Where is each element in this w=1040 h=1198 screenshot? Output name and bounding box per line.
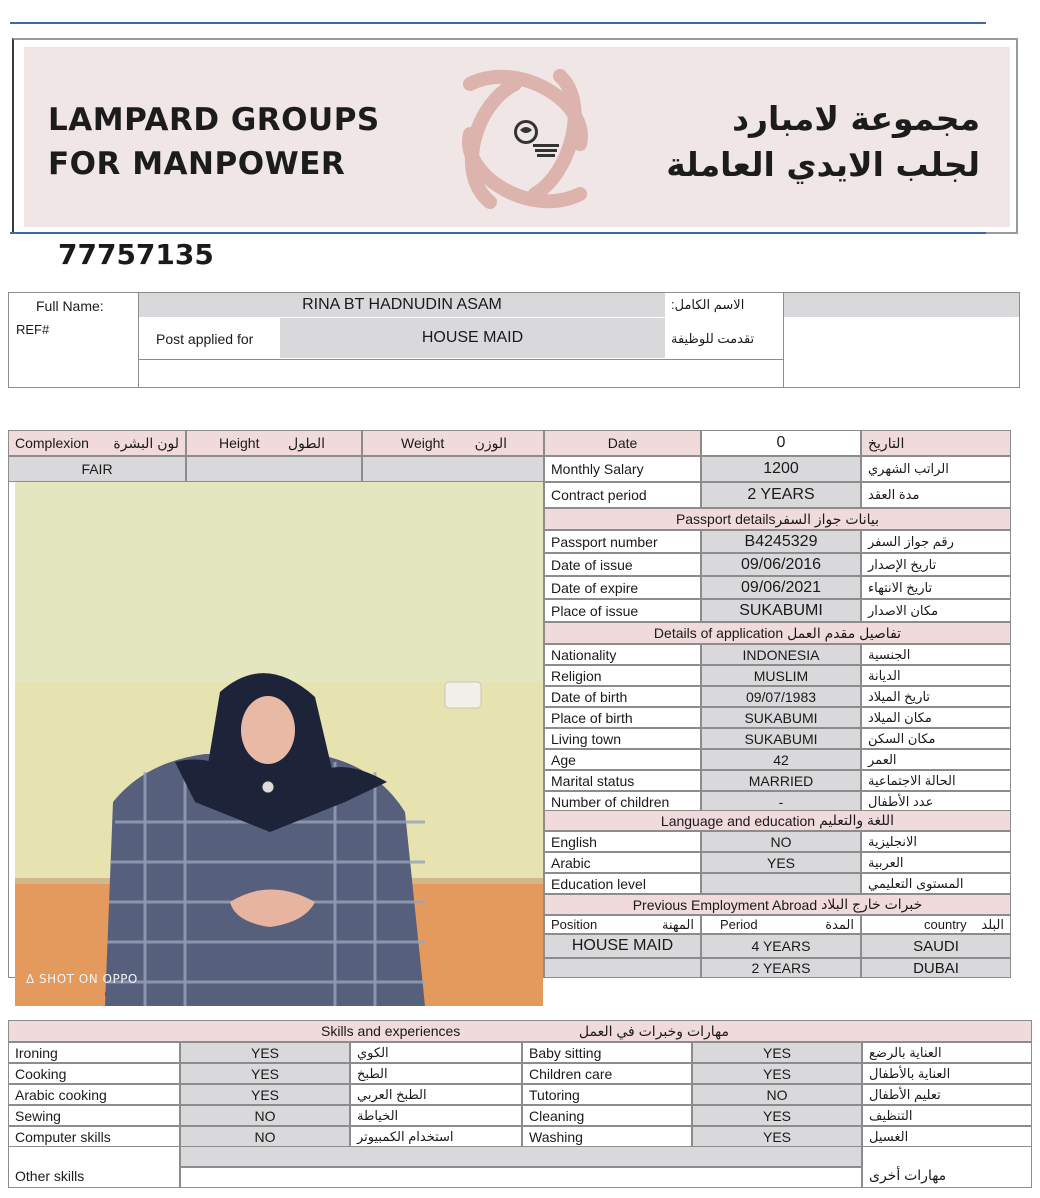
field-label: Arabic xyxy=(544,852,701,873)
height-label-ar: الطول xyxy=(287,434,325,451)
field-label: Age xyxy=(544,749,701,770)
passport-section-title-ar: بيانات جواز السفر xyxy=(775,510,880,527)
post-label-ar: تقدمت للوظيفة xyxy=(671,331,755,346)
field-value: YES xyxy=(701,852,861,873)
employment-position xyxy=(544,958,701,978)
employment-section-title: Previous Employment Abroad xyxy=(632,896,818,913)
field-label-ar: العمر xyxy=(861,749,1011,770)
skill-label-ar: تعليم الأطفال xyxy=(862,1084,1032,1105)
salary-value: 1200 xyxy=(701,456,861,482)
field-value: 09/07/1983 xyxy=(701,686,861,707)
field-label: Religion xyxy=(544,665,701,686)
skill-label-ar: الخياطة xyxy=(350,1105,522,1126)
field-label-ar: مكان السكن xyxy=(861,728,1011,749)
company-name-ar-line2: لجلب الايدي العاملة xyxy=(666,145,980,184)
skills-section-title: Skills and experiences xyxy=(321,1023,461,1039)
employment-country-label: country xyxy=(924,917,967,932)
field-label: English xyxy=(544,831,701,852)
skills-section-title-ar: مهارات وخبرات في العمل xyxy=(578,1022,729,1039)
field-value: B4245329 xyxy=(701,530,861,553)
other-skills-label-ar: مهارات أخرى xyxy=(862,1146,1032,1188)
company-name-en-line1: LAMPARD GROUPS xyxy=(48,102,380,138)
employment-period-label: Period xyxy=(720,917,758,932)
field-value xyxy=(701,873,861,894)
company-name-en xyxy=(48,98,380,186)
language-section-title-ar: اللغة والتعليم xyxy=(819,812,895,828)
complexion-header xyxy=(8,430,186,456)
field-label-ar: الانجليزية xyxy=(861,831,1011,852)
employment-position-label: Position xyxy=(551,917,598,932)
photo-watermark xyxy=(26,972,138,986)
field-label-ar: عدد الأطفال xyxy=(861,791,1011,812)
skill-label-ar: العناية بالرضع xyxy=(862,1042,1032,1063)
language-section-header xyxy=(544,810,1011,831)
field-value: INDONESIA xyxy=(701,644,861,665)
company-logo-icon xyxy=(440,64,610,214)
field-label-ar: الحالة الاجتماعية xyxy=(861,770,1011,791)
employment-country: SAUDI xyxy=(861,934,1011,958)
employment-country-header xyxy=(861,915,1011,934)
field-label-ar: الجنسية xyxy=(861,644,1011,665)
height-header xyxy=(186,430,362,456)
field-label: Number of children xyxy=(544,791,701,812)
employment-period: 2 YEARS xyxy=(701,958,861,978)
field-value: NO xyxy=(701,831,861,852)
field-label: Date of issue xyxy=(544,553,701,576)
application-section-title-ar: تفاصيل مقدم العمل xyxy=(787,624,902,641)
oppo-logo-icon: Δ xyxy=(26,972,35,986)
passport-section-title: Passport details xyxy=(675,511,776,527)
field-label-ar: المستوى التعليمي xyxy=(861,873,1011,894)
skill-label-ar: العناية بالأطفال xyxy=(862,1063,1032,1084)
other-skills-value xyxy=(180,1146,862,1167)
employment-position-label-ar: المهنة xyxy=(662,916,694,932)
field-value: MUSLIM xyxy=(701,665,861,686)
field-label-ar: تاريخ الميلاد xyxy=(861,686,1011,707)
date-value: 0 xyxy=(701,430,861,456)
field-value: SUKABUMI xyxy=(701,707,861,728)
skill-label: Ironing xyxy=(8,1042,180,1063)
period-label: Contract period xyxy=(544,482,701,508)
photo-watermark-text: SHOT ON OPPO xyxy=(39,972,138,986)
other-skills-value-2 xyxy=(180,1167,862,1188)
application-section-header xyxy=(544,622,1011,644)
skill-value: YES xyxy=(180,1063,350,1084)
salary-label: Monthly Salary xyxy=(544,456,701,482)
period-value: 2 YEARS xyxy=(701,482,861,508)
field-label-ar: العربية xyxy=(861,852,1011,873)
post-value: HOUSE MAID xyxy=(280,318,665,358)
date-label: Date xyxy=(544,430,701,456)
field-label-ar: رقم جواز السفر xyxy=(861,530,1011,553)
employment-position: HOUSE MAID xyxy=(544,934,701,958)
post-label: Post applied for xyxy=(156,331,254,347)
skill-label-ar: استخدام الكمبيوتر xyxy=(350,1126,522,1147)
field-value: - xyxy=(701,791,861,812)
weight-label-ar: الوزن xyxy=(474,434,507,451)
company-name-ar-line1: مجموعة لامبارد xyxy=(732,99,980,138)
field-label: Place of issue xyxy=(544,599,701,622)
field-label: Date of expire xyxy=(544,576,701,599)
field-label: Place of birth xyxy=(544,707,701,728)
photo-header-cell xyxy=(784,293,1019,317)
employment-country: DUBAI xyxy=(861,958,1011,978)
field-label-ar: الديانة xyxy=(861,665,1011,686)
skill-label: Washing xyxy=(522,1126,692,1147)
weight-label: Weight xyxy=(401,435,445,451)
passport-section-header xyxy=(544,508,1011,530)
skill-label: Cooking xyxy=(8,1063,180,1084)
employment-period: 4 YEARS xyxy=(701,934,861,958)
weight-header xyxy=(362,430,544,456)
period-label-ar: مدة العقد xyxy=(861,482,1011,508)
skill-value: YES xyxy=(180,1042,350,1063)
full-name-label: Full Name: xyxy=(36,298,104,314)
skill-value: YES xyxy=(180,1084,350,1105)
skill-value: NO xyxy=(180,1126,350,1147)
employment-position-header xyxy=(544,915,701,934)
applicant-photo xyxy=(15,482,543,1006)
skill-value: YES xyxy=(692,1042,862,1063)
employment-section-header xyxy=(544,894,1011,915)
divider xyxy=(139,359,783,360)
skill-label-ar: الكوي xyxy=(350,1042,522,1063)
header-bottom-rule xyxy=(10,232,986,234)
field-label: Education level xyxy=(544,873,701,894)
employment-country-label-ar: البلد xyxy=(981,916,1004,932)
reference-number: 77757135 xyxy=(58,238,214,271)
skill-value: YES xyxy=(692,1126,862,1147)
field-label-ar: مكان الميلاد xyxy=(861,707,1011,728)
employment-period-header xyxy=(701,915,861,934)
field-label: Marital status xyxy=(544,770,701,791)
skill-label-ar: الطبخ xyxy=(350,1063,522,1084)
skill-label: Cleaning xyxy=(522,1105,692,1126)
employment-section-title-ar: خبرات خارج البلاد xyxy=(821,896,923,912)
skill-value: YES xyxy=(692,1063,862,1084)
full-name-label-ar: الاسم الكامل: xyxy=(671,297,745,312)
field-value: 09/06/2016 xyxy=(701,553,861,576)
weight-value xyxy=(362,456,544,482)
complexion-value: FAIR xyxy=(8,456,186,482)
employment-period-label-ar: المدة xyxy=(825,916,854,932)
full-name-value: RINA BT HADNUDIN ASAM xyxy=(139,293,665,317)
field-label-ar: تاريخ الإصدار xyxy=(861,553,1011,576)
skill-label: Computer skills xyxy=(8,1126,180,1147)
skill-label: Arabic cooking xyxy=(8,1084,180,1105)
header-top-rule xyxy=(10,22,986,24)
height-label: Height xyxy=(219,435,260,451)
field-value: MARRIED xyxy=(701,770,861,791)
skill-label-ar: الطبخ العربي xyxy=(350,1084,522,1105)
skill-label-ar: التنظيف xyxy=(862,1105,1032,1126)
skill-label: Children care xyxy=(522,1063,692,1084)
field-label: Living town xyxy=(544,728,701,749)
field-label: Date of birth xyxy=(544,686,701,707)
field-label: Passport number xyxy=(544,530,701,553)
skills-section-header xyxy=(8,1020,1032,1042)
application-section-title: Details of application xyxy=(653,625,784,641)
field-value: SUKABUMI xyxy=(701,728,861,749)
applicant-photo-image xyxy=(15,482,543,1006)
skill-label-ar: الغسيل xyxy=(862,1126,1032,1147)
skill-label: Baby sitting xyxy=(522,1042,692,1063)
skill-value: YES xyxy=(692,1105,862,1126)
field-label: Nationality xyxy=(544,644,701,665)
other-skills-label: Other skills xyxy=(8,1146,180,1188)
complexion-label-ar: لون البشرة xyxy=(113,434,179,451)
language-section-title: Language and education xyxy=(660,812,816,829)
ref-label: REF# xyxy=(16,322,50,337)
complexion-label: Complexion xyxy=(15,435,89,451)
height-value xyxy=(186,456,362,482)
date-label-ar: التاريخ xyxy=(861,430,1011,456)
field-value: SUKABUMI xyxy=(701,599,861,622)
company-name-ar xyxy=(620,96,980,188)
field-label-ar: تاريخ الانتهاء xyxy=(861,576,1011,599)
salary-label-ar: الراتب الشهري xyxy=(861,456,1011,482)
company-name-en-line2: FOR MANPOWER xyxy=(48,146,346,182)
skill-label: Sewing xyxy=(8,1105,180,1126)
skill-label: Tutoring xyxy=(522,1084,692,1105)
field-value: 09/06/2021 xyxy=(701,576,861,599)
field-label-ar: مكان الاصدار xyxy=(861,599,1011,622)
skill-value: NO xyxy=(692,1084,862,1105)
skill-value: NO xyxy=(180,1105,350,1126)
field-value: 42 xyxy=(701,749,861,770)
